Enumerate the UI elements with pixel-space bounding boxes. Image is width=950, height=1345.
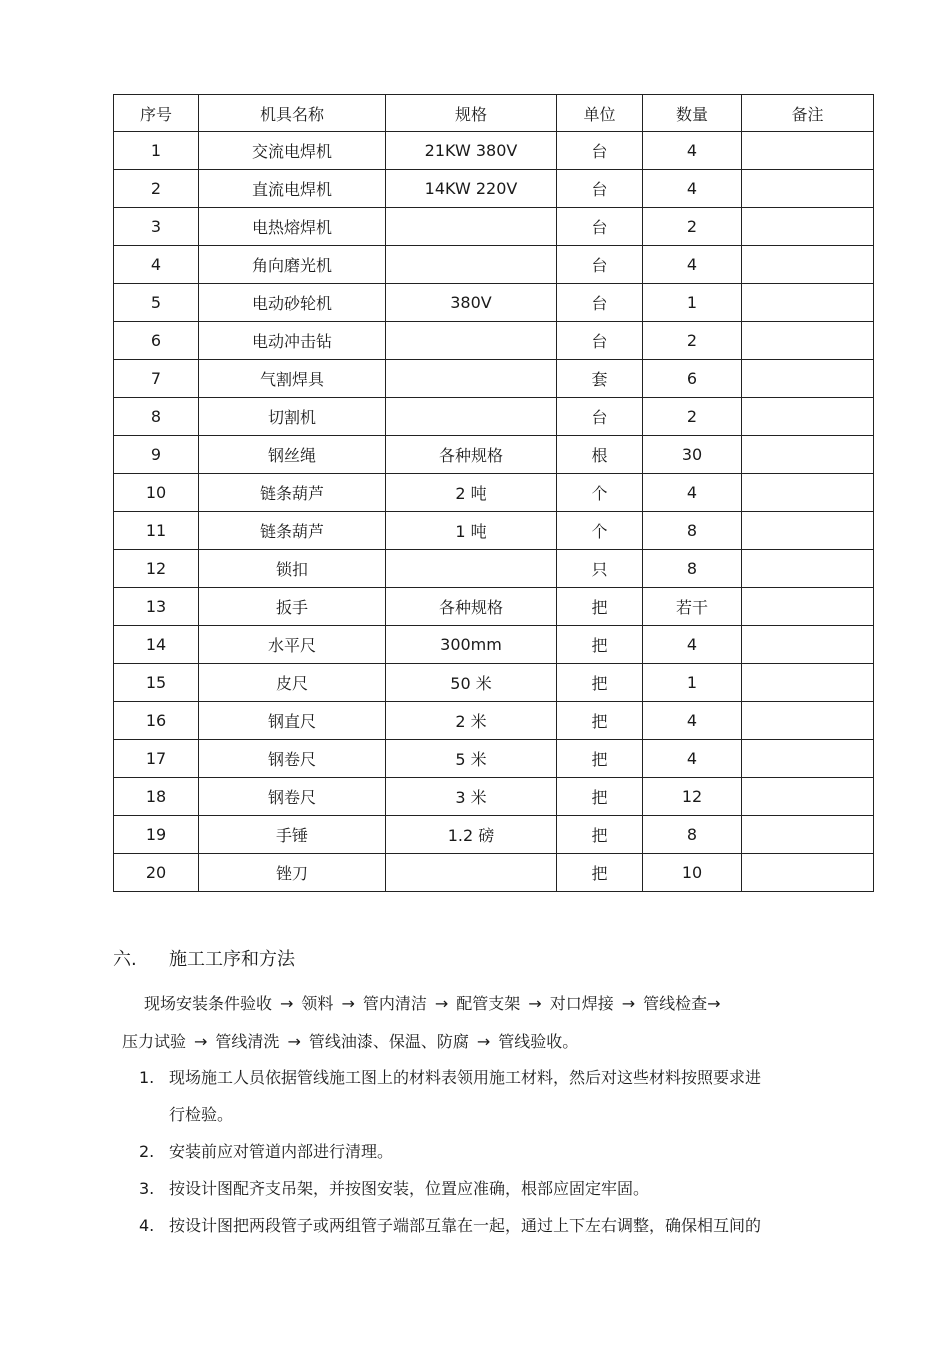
cell-unit: 把 (557, 664, 643, 702)
cell-spec (386, 854, 557, 892)
cell-tool-name: 角向磨光机 (199, 246, 386, 284)
cell-quantity: 30 (643, 436, 742, 474)
cell-spec: 300mm (386, 626, 557, 664)
list-item (139, 1170, 859, 1207)
cell-seq: 2 (114, 170, 199, 208)
cell-remarks (742, 284, 874, 322)
cell-unit: 个 (557, 474, 643, 512)
cell-quantity: 8 (643, 512, 742, 550)
cell-remarks (742, 208, 874, 246)
flow-step: 压力试验 (122, 1032, 187, 1051)
table-row (114, 474, 874, 512)
table-row (114, 132, 874, 170)
cell-spec: 1 吨 (386, 512, 557, 550)
cell-unit: 台 (557, 284, 643, 322)
cell-remarks (742, 588, 874, 626)
cell-remarks (742, 854, 874, 892)
table-row (114, 740, 874, 778)
cell-tool-name: 交流电焊机 (199, 132, 386, 170)
cell-remarks (742, 512, 874, 550)
cell-quantity: 4 (643, 132, 742, 170)
cell-tool-name: 水平尺 (199, 626, 386, 664)
cell-unit: 台 (557, 170, 643, 208)
cell-spec (386, 398, 557, 436)
cell-unit: 台 (557, 208, 643, 246)
process-flow-line-2 (122, 1029, 578, 1052)
cell-seq: 10 (114, 474, 199, 512)
cell-tool-name: 扳手 (199, 588, 386, 626)
cell-quantity: 4 (643, 246, 742, 284)
section-heading (113, 945, 295, 971)
list-item-number: 2. (139, 1142, 155, 1161)
table-row (114, 550, 874, 588)
table-row (114, 170, 874, 208)
cell-tool-name: 链条葫芦 (199, 474, 386, 512)
cell-unit: 把 (557, 626, 643, 664)
cell-remarks (742, 702, 874, 740)
cell-unit: 把 (557, 816, 643, 854)
table-row (114, 512, 874, 550)
header-unit: 单位 (557, 95, 643, 132)
cell-seq: 3 (114, 208, 199, 246)
cell-tool-name: 手锤 (199, 816, 386, 854)
arrow-icon: → (476, 1032, 491, 1051)
cell-quantity: 4 (643, 474, 742, 512)
cell-unit: 把 (557, 854, 643, 892)
cell-spec (386, 246, 557, 284)
cell-unit: 根 (557, 436, 643, 474)
cell-seq: 9 (114, 436, 199, 474)
cell-seq: 1 (114, 132, 199, 170)
cell-quantity: 若干 (643, 588, 742, 626)
cell-seq: 13 (114, 588, 199, 626)
flow-step: 领料 (301, 994, 334, 1013)
cell-quantity: 2 (643, 322, 742, 360)
cell-quantity: 1 (643, 284, 742, 322)
cell-tool-name: 气割焊具 (199, 360, 386, 398)
cell-seq: 20 (114, 854, 199, 892)
cell-seq: 12 (114, 550, 199, 588)
flow-step: 配管支架 (456, 994, 521, 1013)
flow-step: 管线验收。 (498, 1032, 579, 1051)
cell-quantity: 6 (643, 360, 742, 398)
list-item-text: 按设计图把两段管子或两组管子端部互靠在一起，通过上下左右调整，确保相互间的 (169, 1216, 762, 1235)
cell-quantity: 4 (643, 740, 742, 778)
table-row (114, 588, 874, 626)
header-seq: 序号 (114, 95, 199, 132)
equipment-table (113, 94, 874, 892)
header-tool-name: 机具名称 (199, 95, 386, 132)
cell-quantity: 4 (643, 170, 742, 208)
cell-spec (386, 322, 557, 360)
cell-remarks (742, 550, 874, 588)
table-header-row (114, 95, 874, 132)
cell-seq: 17 (114, 740, 199, 778)
arrow-icon: → (341, 994, 355, 1013)
cell-tool-name: 链条葫芦 (199, 512, 386, 550)
cell-unit: 把 (557, 740, 643, 778)
cell-tool-name: 锁扣 (199, 550, 386, 588)
cell-remarks (742, 398, 874, 436)
cell-seq: 11 (114, 512, 199, 550)
cell-remarks (742, 816, 874, 854)
cell-spec (386, 360, 557, 398)
list-item (139, 1059, 859, 1133)
list-item (139, 1207, 859, 1244)
table-row (114, 816, 874, 854)
cell-remarks (742, 436, 874, 474)
process-flow-line-1 (144, 991, 721, 1014)
table-row (114, 436, 874, 474)
cell-spec: 50 米 (386, 664, 557, 702)
cell-unit: 把 (557, 778, 643, 816)
cell-spec: 各种规格 (386, 436, 557, 474)
flow-step: 管线油漆、保温、防腐 (308, 1032, 469, 1051)
arrow-icon: → (621, 994, 636, 1013)
table-row (114, 398, 874, 436)
arrow-icon: → (528, 994, 542, 1013)
flow-step: 对口焊接 (549, 994, 614, 1013)
list-item (139, 1133, 859, 1170)
cell-tool-name: 电动砂轮机 (199, 284, 386, 322)
cell-unit: 把 (557, 588, 643, 626)
cell-seq: 18 (114, 778, 199, 816)
cell-quantity: 8 (643, 550, 742, 588)
header-spec: 规格 (386, 95, 557, 132)
table-row (114, 702, 874, 740)
table-row (114, 322, 874, 360)
cell-unit: 台 (557, 322, 643, 360)
arrow-icon: → (434, 994, 449, 1013)
list-item-text: 安装前应对管道内部进行清理。 (169, 1142, 394, 1161)
header-quantity: 数量 (643, 95, 742, 132)
cell-unit: 台 (557, 132, 643, 170)
table-row (114, 854, 874, 892)
cell-tool-name: 电热熔焊机 (199, 208, 386, 246)
cell-seq: 6 (114, 322, 199, 360)
cell-tool-name: 钢卷尺 (199, 740, 386, 778)
list-item-text: 按设计图配齐支吊架，并按图安装，位置应准确，根部应固定牢固。 (169, 1179, 650, 1198)
cell-quantity: 4 (643, 626, 742, 664)
list-item-number: 3. (139, 1179, 155, 1198)
cell-tool-name: 皮尺 (199, 664, 386, 702)
cell-spec: 21KW 380V (386, 132, 557, 170)
cell-remarks (742, 322, 874, 360)
cell-tool-name: 钢直尺 (199, 702, 386, 740)
cell-remarks (742, 626, 874, 664)
cell-remarks (742, 778, 874, 816)
arrow-icon: → (280, 994, 294, 1013)
cell-seq: 7 (114, 360, 199, 398)
arrow-icon: → (287, 1032, 301, 1051)
cell-unit: 台 (557, 398, 643, 436)
table-row (114, 360, 874, 398)
cell-quantity: 4 (643, 702, 742, 740)
cell-remarks (742, 246, 874, 284)
flow-step: 管线清洗 (215, 1032, 280, 1051)
cell-seq: 5 (114, 284, 199, 322)
cell-unit: 把 (557, 702, 643, 740)
arrow-icon: → (707, 994, 721, 1013)
table-row (114, 246, 874, 284)
table-body (114, 132, 874, 892)
cell-spec (386, 550, 557, 588)
cell-remarks (742, 664, 874, 702)
cell-unit: 只 (557, 550, 643, 588)
cell-spec: 2 吨 (386, 474, 557, 512)
cell-remarks (742, 360, 874, 398)
cell-tool-name: 钢卷尺 (199, 778, 386, 816)
cell-spec: 380V (386, 284, 557, 322)
procedure-list (139, 1059, 859, 1244)
cell-tool-name: 直流电焊机 (199, 170, 386, 208)
table-row (114, 208, 874, 246)
cell-remarks (742, 474, 874, 512)
cell-unit: 个 (557, 512, 643, 550)
cell-seq: 19 (114, 816, 199, 854)
cell-tool-name: 电动冲击钻 (199, 322, 386, 360)
cell-remarks (742, 740, 874, 778)
cell-spec: 1.2 磅 (386, 816, 557, 854)
cell-spec: 5 米 (386, 740, 557, 778)
cell-spec: 3 米 (386, 778, 557, 816)
list-item-text: 行检验。 (169, 1105, 234, 1124)
cell-quantity: 10 (643, 854, 742, 892)
flow-step: 管内清洁 (362, 994, 427, 1013)
header-remarks: 备注 (742, 95, 874, 132)
cell-spec: 14KW 220V (386, 170, 557, 208)
arrow-icon: → (194, 1032, 208, 1051)
flow-step: 管线检查 (643, 994, 708, 1013)
cell-unit: 套 (557, 360, 643, 398)
cell-quantity: 2 (643, 208, 742, 246)
cell-tool-name: 钢丝绳 (199, 436, 386, 474)
cell-seq: 16 (114, 702, 199, 740)
cell-seq: 15 (114, 664, 199, 702)
cell-quantity: 2 (643, 398, 742, 436)
section-number: 六. (113, 949, 137, 970)
cell-quantity: 1 (643, 664, 742, 702)
section-title: 施工工序和方法 (169, 949, 295, 970)
cell-tool-name: 锉刀 (199, 854, 386, 892)
cell-spec: 各种规格 (386, 588, 557, 626)
table-row (114, 284, 874, 322)
cell-remarks (742, 132, 874, 170)
cell-remarks (742, 170, 874, 208)
cell-seq: 14 (114, 626, 199, 664)
list-item-number: 1. (139, 1068, 155, 1087)
cell-unit: 台 (557, 246, 643, 284)
cell-quantity: 12 (643, 778, 742, 816)
table-row (114, 664, 874, 702)
list-item-text: 现场施工人员依据管线施工图上的材料表领用施工材料，然后对这些材料按照要求进 (169, 1068, 762, 1087)
cell-quantity: 8 (643, 816, 742, 854)
table-row (114, 778, 874, 816)
table-row (114, 626, 874, 664)
cell-spec: 2 米 (386, 702, 557, 740)
cell-seq: 8 (114, 398, 199, 436)
cell-spec (386, 208, 557, 246)
cell-tool-name: 切割机 (199, 398, 386, 436)
list-item-number: 4. (139, 1216, 155, 1235)
flow-step: 现场安装条件验收 (144, 994, 273, 1013)
cell-seq: 4 (114, 246, 199, 284)
